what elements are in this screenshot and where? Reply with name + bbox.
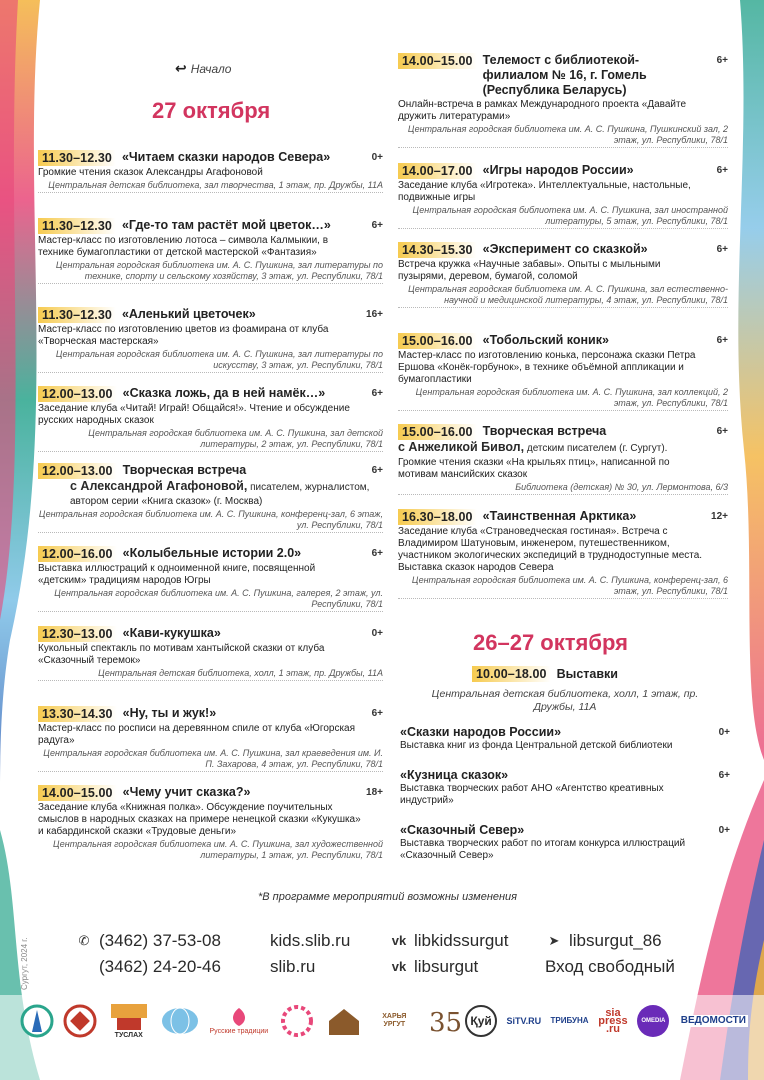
tuslakh-logo xyxy=(107,1002,151,1040)
vk-kids-link[interactable]: libkidssurgut xyxy=(414,931,509,950)
event-place: Центральная детская библиотека, зал творчества, 1 этаж, пр. Дружбы, 11А xyxy=(48,180,383,190)
divider xyxy=(38,451,383,452)
exhibition-title: «Сказочный Север» xyxy=(400,823,525,837)
event-place: Центральная городская библиотека им. А. С. Пушкина, зал литературы по технике, спорту и сельскому хозяйству, 3 этаж, ул. Республики, 78/1 xyxy=(55,260,383,281)
age-badge: 0+ xyxy=(371,628,383,639)
event-place: Центральная городская библиотека им. А. С. Пушкина, зал иностранной литературы, 5 этаж, ул. Республики, 78/1 xyxy=(412,205,728,226)
event-time: 14.00–15.00 xyxy=(398,53,477,69)
event-time: 15.00–16.00 xyxy=(398,333,477,349)
divider xyxy=(38,771,383,772)
logo-text-omedia: OMEDIA xyxy=(637,1005,669,1037)
event-title: «Где-то там растёт мой цветок…» xyxy=(121,218,331,232)
event-item xyxy=(38,386,383,452)
exhibitions-label: Выставки xyxy=(556,666,618,681)
event-description: Мастер-класс по изготовлению цветов из фоамирана от клуба «Творческая мастерская» xyxy=(38,324,329,347)
divider xyxy=(38,611,383,612)
age-badge: 6+ xyxy=(718,770,730,781)
vedomosti-logo: ВЕДОМОСТИ xyxy=(680,1015,746,1026)
telegram-icon: ➤ xyxy=(548,933,560,948)
event-place: Центральная городская библиотека им. А. С. Пушкина, зал детской литературы, 2 этаж, ул. Республики, 78/1 xyxy=(88,428,383,449)
svg-text:35: 35 xyxy=(428,1008,462,1038)
divider xyxy=(398,228,728,229)
vk-main-link[interactable]: libsurgut xyxy=(414,957,479,976)
sites-block xyxy=(270,928,350,980)
event-title-sub: детским писателем (г. Сургут). xyxy=(524,443,668,454)
event-time: 14.30–15.30 xyxy=(398,242,477,258)
divider xyxy=(398,598,728,599)
event-description: Заседание клуба «Читай! Играй! Общайся!». Чтение и обсуждение русских народных сказок xyxy=(38,403,350,426)
divider xyxy=(398,410,728,411)
age-badge: 6+ xyxy=(716,244,728,255)
start-label: Начало xyxy=(190,61,232,76)
event-title-line2: с Анжеликой Бивол, xyxy=(398,440,525,454)
event-description: Мастер-класс по изготовлению лотоса – символа Калмыкии, в технике бумагопластики от детской мастерской «Фантазия» xyxy=(38,235,329,258)
event-item xyxy=(38,706,383,772)
event-item xyxy=(398,333,728,411)
event-time: 15.00–16.00 xyxy=(398,424,477,440)
vk-icon: vk xyxy=(391,959,407,974)
event-description: автором серии «Книга сказок» (г. Москва) xyxy=(70,496,263,507)
exhibition-item xyxy=(400,823,730,862)
event-description: Громкие чтения сказок Александры Агафоновой xyxy=(38,167,263,178)
day-title-26-27: 26–27 октября xyxy=(473,630,628,655)
event-time: 12.00–16.00 xyxy=(38,546,117,562)
divider xyxy=(398,307,728,308)
exhibition-title: «Кузница сказок» xyxy=(400,768,509,782)
back-to-start-link[interactable] xyxy=(175,60,231,77)
age-badge: 0+ xyxy=(718,825,730,836)
event-description: Кукольный спектакль по мотивам хантыйской сказки от клуба «Сказочный теремок» xyxy=(38,643,325,666)
back-arrow-icon: ↩ xyxy=(175,60,187,76)
exhibition-description: Выставка творческих работ АНО «Агентство креативных индустрий» xyxy=(400,783,664,806)
age-badge: 6+ xyxy=(371,465,383,476)
year-caption: Сургут, 2024 г. xyxy=(20,937,29,990)
event-place: Центральная городская библиотека им. А. С. Пушкина, зал естественно-научной и медицинской литературы, 4 этаж, ул. Республики, 78/1 xyxy=(408,284,728,305)
event-title: Творческая встреча xyxy=(122,463,247,477)
globe-logo-icon xyxy=(160,1004,200,1038)
event-place: Центральная городская библиотека им. А. С. Пушкина, конференц-зал, 6 этаж, ул. Республики, 78/1 xyxy=(38,509,383,530)
divider xyxy=(38,372,383,373)
wreath-logo-icon xyxy=(278,1004,316,1038)
age-badge: 6+ xyxy=(371,708,383,719)
exhibition-title: «Сказки народов России» xyxy=(400,725,562,739)
exhibition-description: Выставка творческих работ по итогам конкурса иллюстраций «Сказочный Север» xyxy=(400,838,686,861)
event-title-sub: писателем, журналистом, xyxy=(247,482,370,493)
telegram-link[interactable]: libsurgut_86 xyxy=(569,931,662,950)
event-place: Центральная детская библиотека, холл, 1 этаж, пр. Дружбы, 11А xyxy=(98,668,383,678)
exhibition-item xyxy=(400,768,730,807)
event-item xyxy=(38,218,383,284)
event-item xyxy=(398,163,728,229)
ornament-logo-icon xyxy=(63,1004,97,1038)
divider xyxy=(398,494,728,495)
event-place: Центральная городская библиотека им. А. С. Пушкина, зал коллекций, 2 этаж, ул. Республики, 78/1 xyxy=(415,387,728,408)
event-title: «Кави-кукушка» xyxy=(122,626,221,640)
event-place: Центральная городская библиотека им. А. С. Пушкина, зал краеведения им. И. П. Захарова, 4 этаж, ул. Республики, 78/1 xyxy=(43,748,383,769)
event-place: Центральная городская библиотека им. А. С. Пушкина, конференц-зал, 6 этаж, ул. Республики, 78/1 xyxy=(411,575,728,596)
phone-1[interactable]: (3462) 37-53-08 xyxy=(99,931,221,950)
sia-press-logo: sia press .ru xyxy=(598,1007,628,1035)
exhibition-description: Выставка книг из фонда Центральной детской библиотеки xyxy=(400,740,673,751)
divider xyxy=(38,283,383,284)
event-time: 12.00–13.00 xyxy=(38,386,117,402)
event-title: «Эксперимент со сказкой» xyxy=(482,242,648,256)
event-place: Центральная городская библиотека им. А. С. Пушкина, зал художественной литературы, 1 этаж, ул. Республики, 78/1 xyxy=(53,839,383,860)
event-place: Центральная городская библиотека им. А. С. Пушкина, галерея, 2 этаж, ул. Республики, 78/1 xyxy=(54,588,383,609)
free-entry-text: Вход свободный xyxy=(545,957,675,976)
phone-2[interactable]: (3462) 24-20-46 xyxy=(99,957,221,976)
event-time: 11.30–12.30 xyxy=(38,307,116,323)
age-badge: 0+ xyxy=(371,152,383,163)
event-place: Центральная городская библиотека им. А. С. Пушкина, зал литературы по искусству, 3 этаж, ул. Республики, 78/1 xyxy=(55,349,383,370)
exhibitions-time: 10.00–18.00 xyxy=(472,666,551,682)
harya-urgut-logo: ХАРЬЯ УРГУТ xyxy=(382,1013,407,1028)
event-title: «Сказка ложь, да в ней намёк…» xyxy=(122,386,326,400)
age-badge: 6+ xyxy=(371,220,383,231)
event-place: Центральная городская библиотека им. А. С. Пушкина, Пушкинский зал, 2 этаж, ул. Республики, 78/1 xyxy=(407,124,728,145)
age-badge: 16+ xyxy=(366,309,383,320)
event-description: Встреча кружка «Научные забавы». Опыты с мыльными пузырями, деревом, бумагой, соломой xyxy=(398,259,661,282)
event-item xyxy=(398,424,728,495)
age-badge: 6+ xyxy=(371,388,383,399)
event-item xyxy=(38,626,383,681)
partner-logos xyxy=(20,1002,748,1040)
event-item xyxy=(38,307,383,373)
event-title: «Игры народов России» xyxy=(482,163,634,177)
library-logo-icon xyxy=(20,1004,54,1038)
exhibitions-place: Центральная детская библиотека, холл, 1 этаж, пр. Дружбы, 11А xyxy=(431,688,699,713)
site-main-link[interactable]: slib.ru xyxy=(270,957,316,976)
event-title: «Читаем сказки народов Севера» xyxy=(121,150,331,164)
omedia-logo xyxy=(637,1005,669,1037)
age-badge: 6+ xyxy=(716,55,728,66)
age-badge: 6+ xyxy=(716,426,728,437)
event-item xyxy=(38,463,383,533)
logo-text-tuslakh: ТУСЛАХ xyxy=(114,1032,143,1039)
event-time: 12.30–13.00 xyxy=(38,626,117,642)
event-place: Библиотека (детская) № 30, ул. Лермонтова, 6/3 xyxy=(515,482,728,492)
event-item xyxy=(38,546,383,612)
phones-block xyxy=(75,928,221,980)
event-description: Онлайн-встреча в рамках Международного проекта «Давайте дружить литературами» xyxy=(398,99,687,122)
event-description: Громкие чтения сказки «На крыльях птиц», написанной по мотивам мансийских сказок xyxy=(398,457,670,480)
event-time: 11.30–12.30 xyxy=(38,218,116,234)
event-time: 14.00–17.00 xyxy=(398,163,477,179)
divider xyxy=(38,532,383,533)
logo-text-kuy: Қуй xyxy=(465,1005,497,1037)
event-item xyxy=(38,150,383,193)
event-description: Мастер-класс по росписи на деревянном спиле от клуба «Югорская радуга» xyxy=(38,723,356,746)
divider xyxy=(38,680,383,681)
event-item xyxy=(398,509,728,599)
event-description: Заседание клуба «Игротека». Интеллектуальные, настольные, подвижные игры xyxy=(398,180,691,203)
event-item xyxy=(38,785,383,861)
event-title: «Таинственная Арктика» xyxy=(482,509,637,523)
event-time: 12.00–13.00 xyxy=(38,463,117,479)
tribuna-logo: ТРИБУНА xyxy=(550,1016,589,1025)
vk-block xyxy=(390,928,509,980)
event-title: «Колыбельные истории 2.0» xyxy=(122,546,302,560)
age-badge: 6+ xyxy=(716,165,728,176)
event-time: 11.30–12.30 xyxy=(38,150,116,166)
sitv-logo: SiTV.RU xyxy=(506,1016,542,1026)
event-title: «Ну, ты и жук!» xyxy=(122,706,217,720)
event-description: Заседание клуба «Книжная полка». Обсуждение поучительных смыслов в народных сказках на примере ненецкой сказки «Кукушка» и кабардинской сказки «Трудовые деньги» xyxy=(38,802,361,837)
event-description: Заседание клуба «Страноведческая гостиная». Встреча с Владимиром Шатуновым, инженером, путешественником, участником экологических экспедиций в труднодоступные места. Выставка сказок народов Севера xyxy=(398,526,703,573)
event-description: Мастер-класс по изготовлению конька, персонажа сказки Петра Ершова «Конёк-горбунок», в технике объёмной аппликации и бумагопластики xyxy=(398,350,696,385)
tg-block xyxy=(545,928,675,980)
exhibition-item xyxy=(400,725,730,752)
event-item xyxy=(398,53,728,148)
divider xyxy=(38,192,383,193)
event-item xyxy=(398,242,728,308)
phone-icon: ✆ xyxy=(78,933,90,948)
divider xyxy=(398,147,728,148)
age-badge: 6+ xyxy=(716,335,728,346)
event-description: Выставка иллюстраций к одноименной книге, посвященной «детским» традициям народов Югры xyxy=(38,563,316,586)
event-time: 14.00–15.00 xyxy=(38,785,117,801)
event-title: Творческая встреча xyxy=(482,424,607,438)
event-title: «Аленький цветочек» xyxy=(121,307,256,321)
event-time: 13.30–14.30 xyxy=(38,706,117,722)
site-kids-link[interactable]: kids.slib.ru xyxy=(270,931,351,950)
kuy-logo xyxy=(465,1005,497,1037)
event-title-line2: с Александрой Агафоновой, xyxy=(70,479,248,493)
exhibitions-header xyxy=(472,666,618,682)
event-title: «Тобольский коник» xyxy=(482,333,609,347)
anniversary-logo-icon xyxy=(426,1003,462,1039)
event-title: Телемост с библиотекой-филиалом № 16, г. Гомель (Республика Беларусь) xyxy=(482,53,647,97)
day-title-27: 27 октября xyxy=(152,98,271,123)
house-logo-icon xyxy=(325,1005,363,1037)
event-time: 16.30–18.00 xyxy=(398,509,477,525)
age-badge: 18+ xyxy=(366,787,383,798)
logo-text-traditions: Русские традиции xyxy=(209,1028,269,1035)
age-badge: 6+ xyxy=(371,548,383,559)
vk-icon: vk xyxy=(391,933,407,948)
age-badge: 0+ xyxy=(718,727,730,738)
age-badge: 12+ xyxy=(711,511,728,522)
changes-note: *В программе мероприятий возможны изменения xyxy=(258,891,518,903)
russian-traditions-logo xyxy=(210,1006,269,1036)
event-title: «Чему учит сказка?» xyxy=(122,785,251,799)
